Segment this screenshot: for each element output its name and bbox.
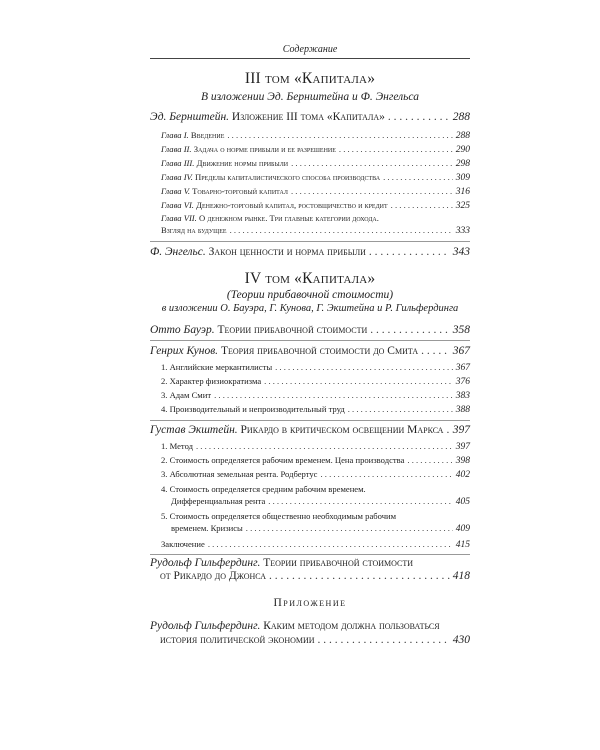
author: Ф. Энгельс. [150, 246, 206, 258]
toc-entry-item[interactable] [161, 469, 470, 480]
chapter-label: Глава III. [161, 158, 195, 168]
item-title: 4. Стоимость определяется средним рабочим временем. [161, 484, 366, 494]
entry-title: Каким методом должна пользоваться [263, 620, 440, 632]
page-number: 290 [455, 145, 470, 155]
entry-title: Теория прибавочной стоимости до Смита [220, 345, 419, 357]
author: Рудольф Гильфердинг. [150, 620, 261, 632]
chapter-label: Глава VI. [161, 200, 194, 210]
chapter-title: Пределы капиталистического способа производства [195, 172, 381, 182]
chapter-label: Глава V. [161, 186, 190, 196]
leader-dots [388, 111, 450, 123]
leader-dots [318, 634, 450, 646]
header-rule [150, 58, 470, 59]
page-number: 333 [455, 226, 470, 236]
item-title-cont: Дифференциальная рента [171, 496, 266, 506]
item-title: Заключение [161, 539, 205, 549]
toc-entry-item[interactable] [161, 362, 470, 373]
leader-dots [268, 496, 452, 506]
separator [150, 554, 470, 555]
page-number: 298 [455, 159, 470, 169]
leader-dots [214, 390, 453, 400]
leader-dots [246, 523, 453, 533]
page-number: 288 [452, 111, 470, 123]
page-number: 397 [455, 442, 470, 452]
item-title: 3. Абсолютная земельная рента. Родбертус [161, 469, 318, 479]
chapter-label: Глава I. [161, 130, 189, 140]
chapter-title: Задача о норме прибыли и ее разрешение [193, 144, 336, 154]
entry-title: Теории прибавочной стоимости [263, 557, 414, 569]
toc-entry-chapter[interactable] [161, 158, 470, 169]
leader-dots [291, 186, 453, 196]
toc-entry-chapter[interactable] [161, 130, 470, 141]
page-number: 418 [452, 570, 470, 582]
page-number: 316 [455, 187, 470, 197]
leader-dots [320, 469, 452, 479]
separator [150, 420, 470, 421]
leader-dots [208, 539, 453, 549]
page-number: 367 [455, 363, 470, 373]
page-number: 415 [455, 540, 470, 550]
leader-dots [230, 225, 453, 235]
item-title: 2. Характер физиократизма [161, 376, 262, 386]
section3-subtitle: В изложении Эд. Бернштейна и Ф. Энгельса [201, 91, 419, 103]
toc-entry-engels[interactable] [150, 246, 470, 258]
separator [150, 241, 470, 242]
separator [150, 340, 470, 341]
page-number: 358 [452, 324, 470, 336]
toc-entry-chapter[interactable] [161, 186, 470, 197]
toc-entry-chapter[interactable] [161, 144, 470, 155]
entry-title: Теории прибавочной стоимости [217, 324, 368, 336]
page-number: 367 [452, 345, 470, 357]
toc-entry-item[interactable] [161, 441, 470, 452]
page-number: 402 [455, 470, 470, 480]
author: Отто Бауэр. [150, 324, 215, 336]
toc-entry-appendix-cont[interactable] [160, 634, 470, 646]
running-head: Содержание [282, 44, 338, 55]
toc-entry-item-cont[interactable] [171, 496, 470, 507]
chapter-title: Товарно-торговый капитал [192, 186, 288, 196]
toc-entry-item[interactable] [161, 539, 470, 550]
page-number: 397 [452, 424, 470, 436]
author: Густав Экштейн. [150, 424, 238, 436]
leader-dots [196, 441, 453, 451]
leader-dots [421, 345, 450, 357]
toc-entry-eckstein[interactable] [150, 424, 470, 436]
toc-entry-item[interactable] [161, 404, 470, 415]
page-number: 325 [455, 201, 470, 211]
page-number: 405 [455, 497, 470, 507]
chapter-title: О денежном рынке. Три главные категории дохода. [198, 213, 379, 223]
leader-dots [370, 324, 449, 336]
leader-dots [369, 246, 450, 258]
item-title: 2. Стоимость определяется рабочим временем. Цена производства [161, 455, 405, 465]
page-number: 388 [455, 405, 470, 415]
entry-title-cont: от Рикардо до Джонса [160, 570, 266, 582]
toc-entry-cunow[interactable] [150, 345, 470, 357]
section4-title: IV том «Капитала» [244, 270, 376, 287]
chapter-title-cont: Взгляд на будущее [161, 225, 227, 235]
page-number: 343 [452, 246, 470, 258]
author: Генрих Кунов. [150, 345, 219, 357]
page-number: 376 [455, 377, 470, 387]
item-title: 4. Производительный и непроизводительный труд [161, 404, 345, 414]
leader-dots [339, 144, 453, 154]
toc-entry-item[interactable] [161, 390, 470, 401]
toc-entry-chapter-cont[interactable] [161, 225, 470, 236]
leader-dots [348, 404, 453, 414]
toc-entry-chapter[interactable] [161, 200, 470, 211]
leader-dots [227, 130, 452, 140]
page-number: 288 [455, 131, 470, 141]
page-number: 409 [455, 524, 470, 534]
item-title-cont: временем. Кризисы [171, 523, 243, 533]
entry-title: Закон ценности и норма прибыли [208, 246, 366, 258]
section4-subtitle: (Теории прибавочной стоимости) [226, 289, 394, 301]
toc-entry-item[interactable] [161, 376, 470, 387]
entry-title: Изложение III тома «Капитала» [231, 111, 385, 123]
page-number: 430 [452, 634, 470, 646]
section3-title: III том «Капитала» [244, 70, 376, 87]
appendix-heading: Приложение [273, 597, 347, 609]
author: Эд. Бернштейн. [150, 111, 230, 123]
entry-title: Рикардо в критическом освещении Маркса [240, 424, 444, 436]
page-number: 309 [455, 173, 470, 183]
toc-entry-hilferding[interactable] [150, 557, 413, 569]
item-title: 1. Английские меркантилисты [161, 362, 273, 372]
item-title: 1. Метод [161, 441, 193, 451]
chapter-label: Глава II. [161, 144, 192, 154]
chapter-title: Введение [190, 130, 225, 140]
item-title: 5. Стоимость определяется общественно необходимым рабочим [161, 511, 397, 521]
toc-entry-item-cont[interactable] [171, 523, 470, 534]
toc-entry-bauer[interactable] [150, 324, 470, 336]
leader-dots [446, 424, 449, 436]
toc-entry-chapter[interactable] [161, 172, 470, 183]
section4-authors: в изложении О. Бауэра, Г. Кунова, Г. Экштейна и Р. Гильфердинга [161, 303, 459, 314]
toc-entry-item[interactable] [161, 455, 470, 466]
page-number: 383 [455, 391, 470, 401]
entry-title-cont: история политической экономии [160, 634, 315, 646]
leader-dots [275, 362, 453, 372]
leader-dots [264, 376, 453, 386]
item-title: 3. Адам Смит [161, 390, 212, 400]
chapter-label: Глава VII. [161, 213, 197, 223]
toc-entry-appendix[interactable] [150, 620, 440, 632]
leader-dots [291, 158, 453, 168]
leader-dots [407, 455, 452, 465]
chapter-title: Денежно-торговый капитал, ростовщичество и кредит [196, 200, 388, 210]
toc-entry-bernstein[interactable] [150, 111, 470, 123]
chapter-label: Глава IV. [161, 172, 193, 182]
toc-entry-hilferding-cont[interactable] [160, 570, 470, 582]
author: Рудольф Гильфердинг. [150, 557, 261, 569]
toc-entry-chapter[interactable] [161, 213, 470, 223]
leader-dots [391, 200, 453, 210]
leader-dots [269, 570, 450, 582]
chapter-title: Движение нормы прибыли [196, 158, 289, 168]
page-number: 398 [455, 456, 470, 466]
leader-dots [383, 172, 453, 182]
